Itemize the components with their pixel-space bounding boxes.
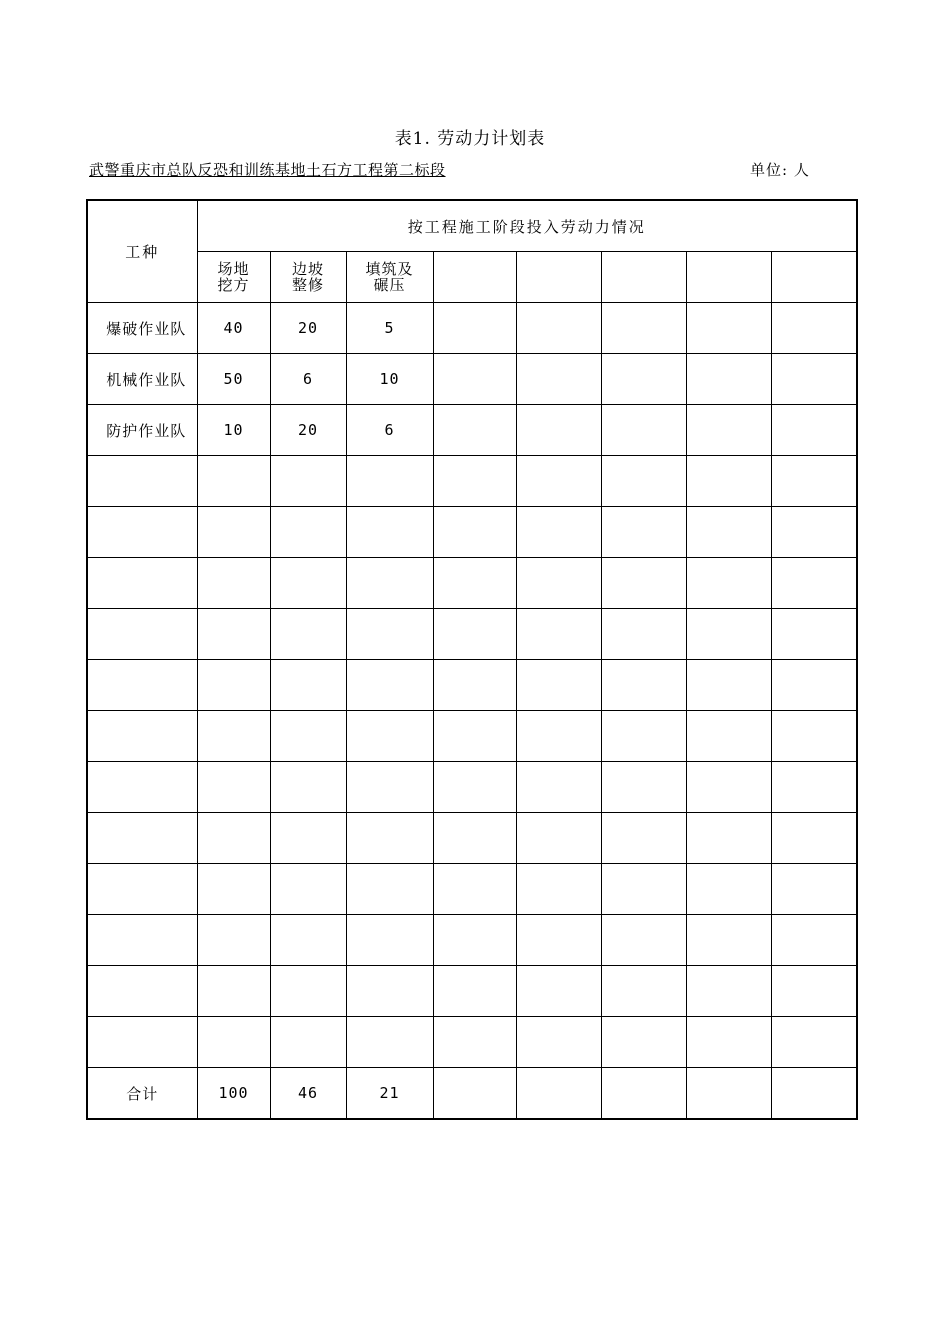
value-cell: 6 [270, 354, 346, 405]
table-title: 表1. 劳动力计划表 [394, 129, 546, 149]
total-value: 21 [346, 1068, 433, 1120]
unit-label: 单位: 人 [750, 161, 810, 179]
team-name: 爆破作业队 [87, 303, 197, 354]
team-name: 机械作业队 [87, 354, 197, 405]
value-cell: 20 [270, 303, 346, 354]
value-cell: 10 [197, 405, 270, 456]
empty-row [87, 660, 857, 711]
empty-row [87, 609, 857, 660]
table-row [87, 405, 857, 456]
empty-row [87, 1017, 857, 1068]
value-cell: 5 [346, 303, 433, 354]
total-value: 100 [197, 1068, 270, 1120]
table-row [87, 354, 857, 405]
project-name: 武警重庆市总队反恐和训练基地土石方工程第二标段 [89, 161, 446, 179]
empty-cell [771, 252, 857, 303]
empty-row [87, 456, 857, 507]
total-value: 46 [270, 1068, 346, 1120]
labor-plan-table [86, 199, 858, 1120]
team-name: 防护作业队 [87, 405, 197, 456]
empty-row [87, 966, 857, 1017]
empty-cell [433, 252, 516, 303]
value-cell: 6 [346, 405, 433, 456]
empty-row [87, 711, 857, 762]
empty-row [87, 762, 857, 813]
empty-row [87, 915, 857, 966]
empty-row [87, 558, 857, 609]
value-cell: 40 [197, 303, 270, 354]
value-cell: 10 [346, 354, 433, 405]
empty-cell [686, 252, 771, 303]
value-cell: 20 [270, 405, 346, 456]
empty-row [87, 813, 857, 864]
empty-cell [601, 252, 686, 303]
table-row [87, 303, 857, 354]
phase-header: 边坡 整修 [270, 252, 346, 303]
phase-header: 填筑及 碾压 [346, 252, 433, 303]
phase-header: 场地 挖方 [197, 252, 270, 303]
kind-header: 工种 [87, 200, 197, 303]
total-row [87, 1068, 857, 1120]
value-cell: 50 [197, 354, 270, 405]
total-label: 合计 [87, 1068, 197, 1120]
empty-cell [516, 252, 601, 303]
empty-row [87, 864, 857, 915]
empty-row [87, 507, 857, 558]
phase-group-header: 按工程施工阶段投入劳动力情况 [197, 200, 857, 252]
